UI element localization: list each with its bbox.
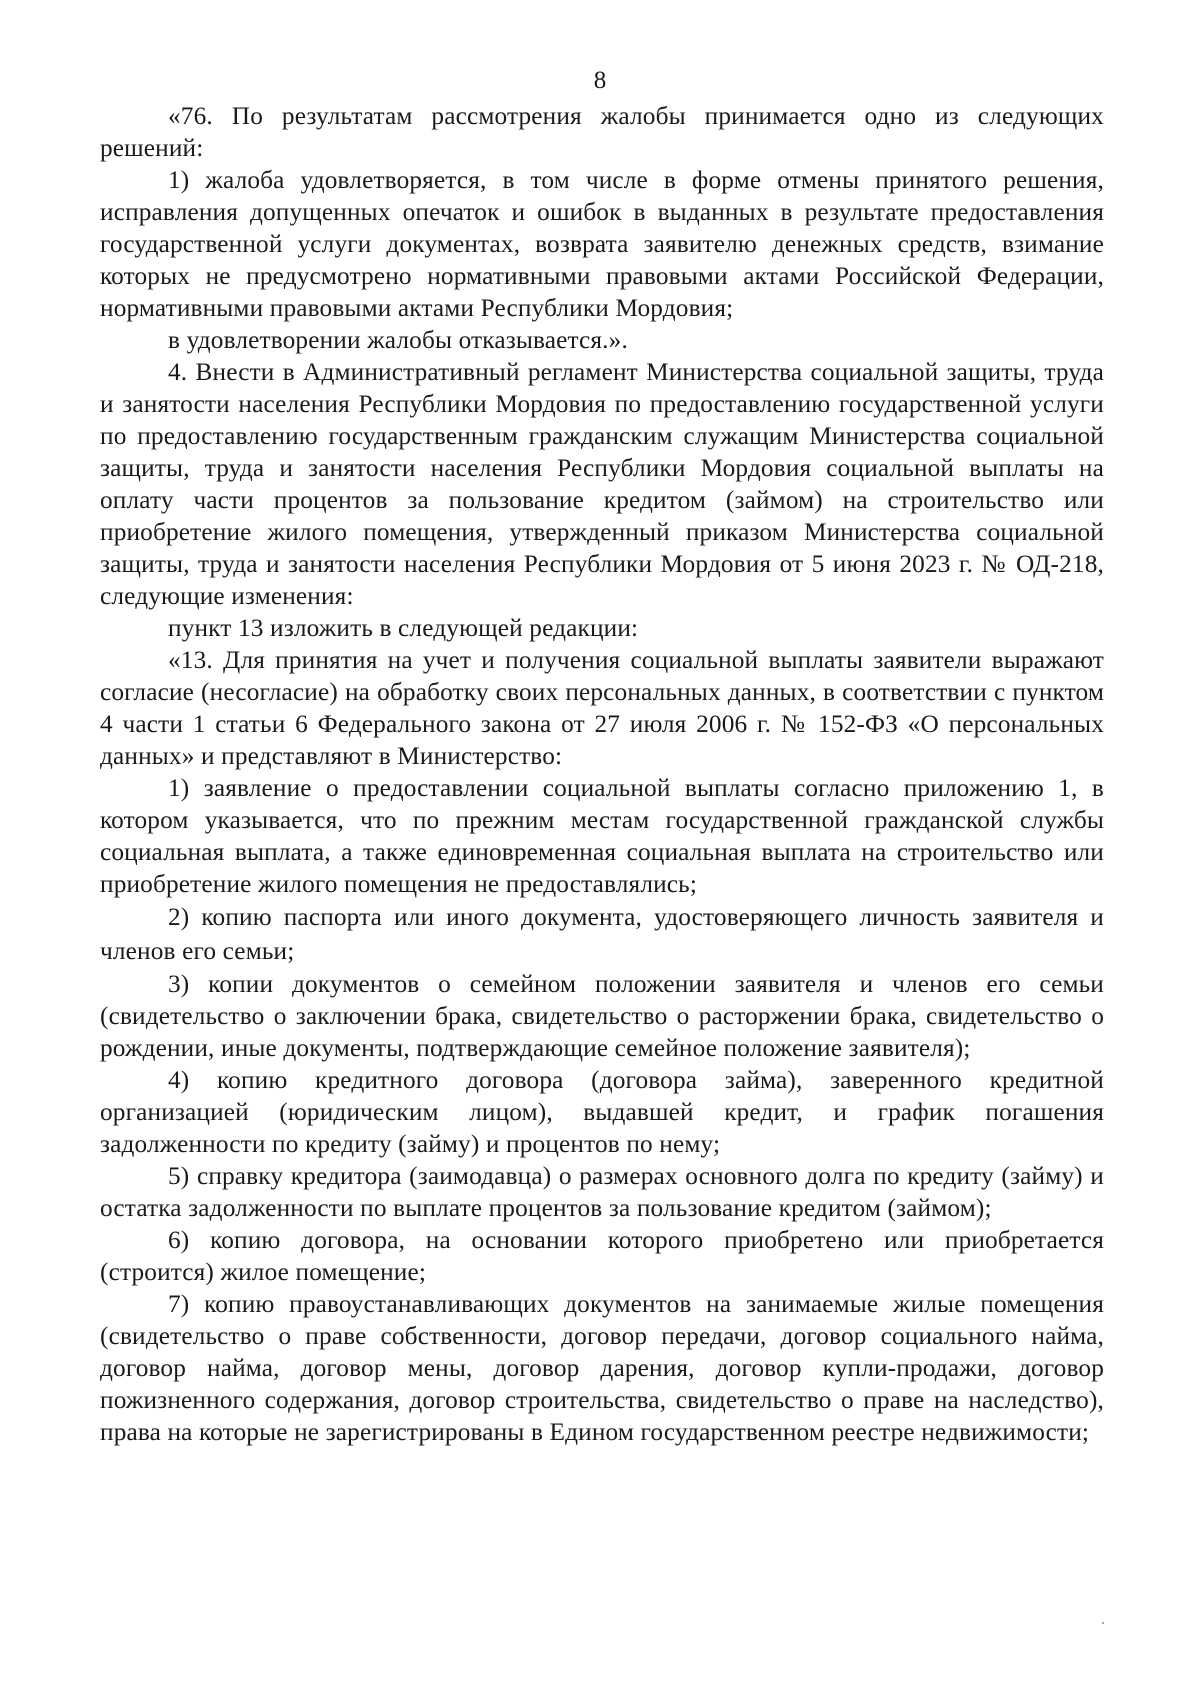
paragraph-item-4: 4. Внести в Административный регламент Министерства социальной защиты, труда и занятости населения Республики Мордовия по предоставлению государственной услуги по предоставлению государственным гражданским служащим Министерства социальной защиты, труда и занятости населения Республики Мордовия социальной выплаты на оплату части процентов за пользование кредитом (займом) на строительство или приобретение жилого помещения, утвержденный приказом Министерства социальной защиты, труда и занятости населения Республики Мордовия от 5 июня 2023 г. № ОД-218, следующие изменения: — [100, 358, 1104, 610]
list-item-6: 6) копию договора, на основании которого приобретено или приобретается (строится) жилое помещение; — [100, 1226, 1104, 1286]
list-item-7: 7) копию правоустанавливающих документов на занимаемые жилые помещения (свидетельство о праве собственности, договор передачи, договор социального найма, договор найма, договор мены, договор дарения, договор купли-продажи, договор пожизненного содержания, договор строительства, свидетельство о праве на наследство), права на которые не зарегистрированы в Едином государственном реестре недвижимости; — [100, 1290, 1104, 1446]
paragraph-point-13-intro: «13. Для принятия на учет и получения социальной выплаты заявители выражают согласие (несогласие) на обработку своих персональных данных, в соответствии с пунктом 4 части 1 статьи 6 Федерального закона от 27 июля 2006 г. № 152-ФЗ «О персональных данных» и представляют в Министерство: — [100, 646, 1104, 770]
paragraph-76-intro: «76. По результатам рассмотрения жалобы принимается одно из следующих решений: — [100, 102, 1104, 162]
list-item-1: 1) заявление о предоставлении социальной выплаты согласно приложению 1, в котором указывается, что по прежним местам государственной гражданской службы социальная выплата, а также единовременная социальная выплата на строительство или приобретение жилого помещения не предоставлялись; — [100, 774, 1104, 898]
list-item-4: 4) копию кредитного договора (договора займа), заверенного кредитной организацией (юридическим лицом), выдавшей кредит, и график погашения задолженности по кредиту (займу) и процентов по нему; — [100, 1066, 1104, 1158]
list-item-3: 3) копии документов о семейном положении заявителя и членов его семьи (свидетельство о заключении брака, свидетельство о расторжении брака, свидетельство о рождении, иные документы, подтверждающие семейное положение заявителя); — [100, 970, 1104, 1062]
paragraph-76-decision-1: 1) жалоба удовлетворяется, в том числе в форме отмены принятого решения, исправления допущенных опечаток и ошибок в выданных в результате предоставления государственной услуги документах, возврата заявителю денежных средств, взимание которых не предусмотрено нормативными правовыми актами Российской Федерации, нормативными правовыми актами Республики Мордовия; — [100, 166, 1104, 322]
document-body — [100, 100, 1104, 1448]
list-item-5: 5) справку кредитора (заимодавца) о размерах основного долга по кредиту (займу) и остатка задолженности по выплате процентов за пользование кредитом (займом); — [100, 1162, 1104, 1222]
scan-speck — [1102, 1622, 1104, 1624]
list-item-2: 2) копию паспорта или иного документа, удостоверяющего личность заявителя и членов его семьи; — [100, 903, 1104, 965]
paragraph-76-decision-2: в удовлетворении жалобы отказывается.». — [168, 326, 628, 354]
page-number: 8 — [593, 67, 607, 94]
paragraph-point-13-heading: пункт 13 изложить в следующей редакции: — [168, 614, 639, 642]
